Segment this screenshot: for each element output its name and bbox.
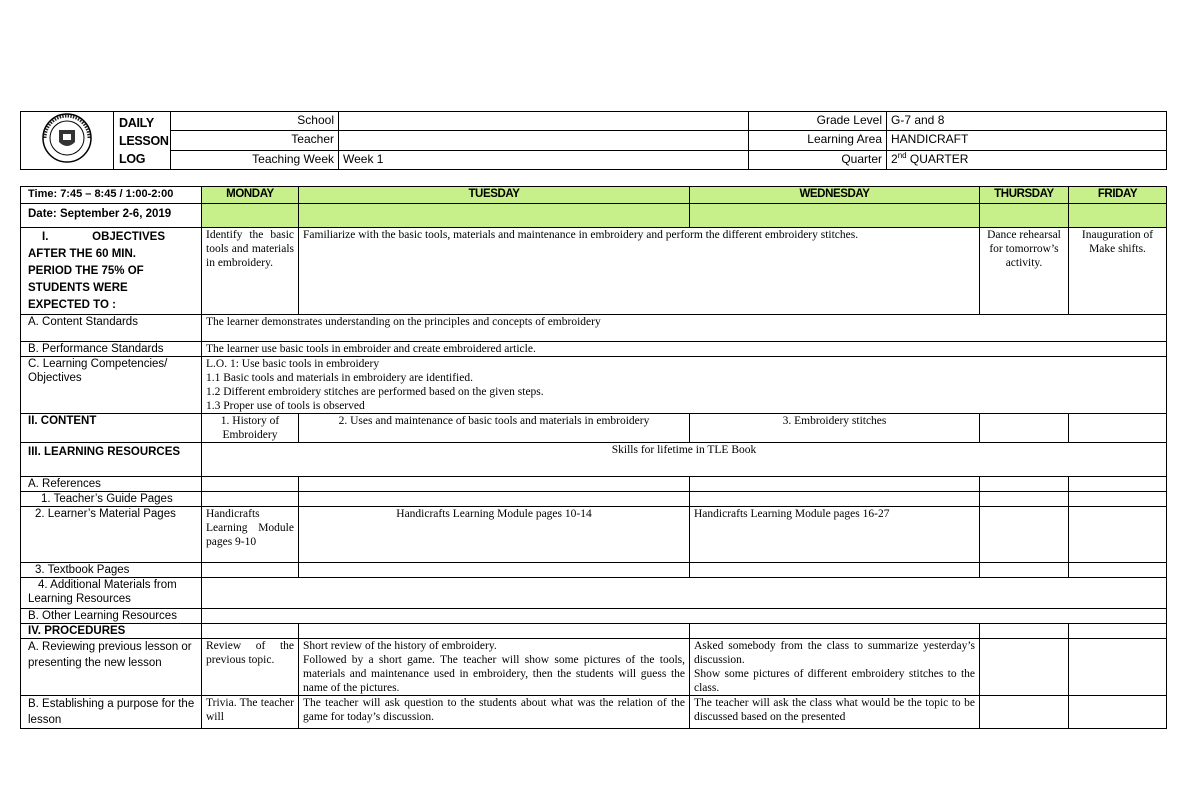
performance-standards-value: The learner use basic tools in embroider and create embroidered article. — [202, 342, 1167, 357]
resources-label: III. LEARNING RESOURCES — [21, 443, 202, 477]
date-tuesday-cell[interactable] — [299, 204, 690, 228]
day-tuesday: TUESDAY — [299, 187, 690, 204]
procedure-a-label: A. Reviewing previous lesson or presenting the new lesson — [21, 639, 202, 696]
teacher-label: Teacher — [171, 131, 339, 150]
date-thursday-cell[interactable] — [980, 204, 1069, 228]
references-label: A. References — [21, 477, 202, 492]
content-tuesday: 2. Uses and maintenance of basic tools and materials in embroidery — [299, 414, 690, 443]
week-field[interactable]: Week 1 — [339, 150, 749, 169]
procedure-b-monday: Trivia. The teacher will — [202, 696, 299, 729]
performance-standards-label: B. Performance Standards — [21, 342, 202, 357]
area-field[interactable]: HANDICRAFT — [887, 131, 1167, 150]
additional-materials-label: 4. Additional Materials from Learning Resources — [21, 578, 202, 609]
content-thursday — [980, 414, 1069, 443]
objectives-monday: Identify the basic tools and materials in embroidery. — [202, 228, 299, 315]
header-table — [20, 111, 1167, 170]
learners-material-label: 2. Learner’s Material Pages — [21, 507, 202, 563]
content-wednesday: 3. Embroidery stitches — [690, 414, 980, 443]
content-standards-label: A. Content Standards — [21, 315, 202, 342]
procedure-a-tuesday: Short review of the history of embroidery. Followed by a short game. The teacher will show some pictures of the tools, materials and maintenance used in embroidery, then the students will guess the name of the pictures. — [299, 639, 690, 696]
day-friday: FRIDAY — [1069, 187, 1167, 204]
procedure-a-wednesday: Asked somebody from the class to summarize yesterday’s discussion. Show some pictures of different embroidery stitches to the class. — [690, 639, 980, 696]
content-label: II. CONTENT — [21, 414, 202, 443]
resources-value: Skills for lifetime in TLE Book — [202, 443, 1167, 477]
quarter-field[interactable]: 2nd QUARTER — [887, 150, 1167, 169]
date-friday-cell[interactable] — [1069, 204, 1167, 228]
objectives-tue-wed: Familiarize with the basic tools, materials and maintenance in embroidery and perform the different embroidery stitches. — [299, 228, 980, 315]
teacher-field[interactable] — [339, 131, 749, 150]
time-label: Time: 7:45 – 8:45 / 1:00-2:00 — [21, 187, 202, 204]
objectives-friday: Inauguration of Make shifts. — [1069, 228, 1167, 315]
lesson-log-table — [20, 186, 1167, 729]
content-monday: 1. History of Embroidery — [202, 414, 299, 443]
other-resources-label: B. Other Learning Resources — [21, 609, 202, 624]
grade-field[interactable]: G-7 and 8 — [887, 112, 1167, 131]
procedure-a-monday: Review of the previous topic. — [202, 639, 299, 696]
school-label: School — [171, 112, 339, 131]
lm-tuesday: Handicrafts Learning Module pages 10-14 — [299, 507, 690, 563]
textbook-label: 3. Textbook Pages — [21, 563, 202, 578]
lm-monday: Handicrafts Learning Module pages 9-10 — [202, 507, 299, 563]
deped-logo — [21, 112, 114, 170]
date-label: Date: September 2-6, 2019 — [21, 204, 202, 228]
lm-wednesday: Handicrafts Learning Module pages 16-27 — [690, 507, 980, 563]
date-monday-cell[interactable] — [202, 204, 299, 228]
day-monday: MONDAY — [202, 187, 299, 204]
procedures-label: IV. PROCEDURES — [21, 624, 202, 639]
grade-label: Grade Level — [749, 112, 887, 131]
procedure-b-wednesday: The teacher will ask the class what would be the topic to be discussed based on the presented — [690, 696, 980, 729]
deped-seal-icon — [35, 112, 99, 164]
competencies-label: C. Learning Competencies/ Objectives — [21, 357, 202, 414]
competencies-value: L.O. 1: Use basic tools in embroidery 1.1 Basic tools and materials in embroidery are identified. 1.2 Different embroidery stitches are performed based on the given steps. 1.3 Proper use of tools is observed — [202, 357, 1167, 414]
objectives-thursday: Dance rehearsal for tomorrow’s activity. — [980, 228, 1069, 315]
school-field[interactable] — [339, 112, 749, 131]
date-wednesday-cell[interactable] — [690, 204, 980, 228]
procedure-b-tuesday: The teacher will ask question to the students about what was the relation of the game for today’s discussion. — [299, 696, 690, 729]
day-thursday: THURSDAY — [980, 187, 1069, 204]
objectives-label: I. OBJECTIVES AFTER THE 60 MIN. PERIOD THE 75% OF STUDENTS WERE EXPECTED TO : — [21, 228, 202, 315]
day-wednesday: WEDNESDAY — [690, 187, 980, 204]
week-label: Teaching Week — [171, 150, 339, 169]
content-standards-value: The learner demonstrates understanding on the principles and concepts of embroidery — [202, 315, 1167, 342]
procedure-b-label: B. Establishing a purpose for the lesson — [21, 696, 202, 729]
content-friday — [1069, 414, 1167, 443]
quarter-label: Quarter — [749, 150, 887, 169]
dll-title: DAILY LESSON LOG — [114, 112, 171, 170]
area-label: Learning Area — [749, 131, 887, 150]
teachers-guide-label: 1. Teacher’s Guide Pages — [21, 492, 202, 507]
